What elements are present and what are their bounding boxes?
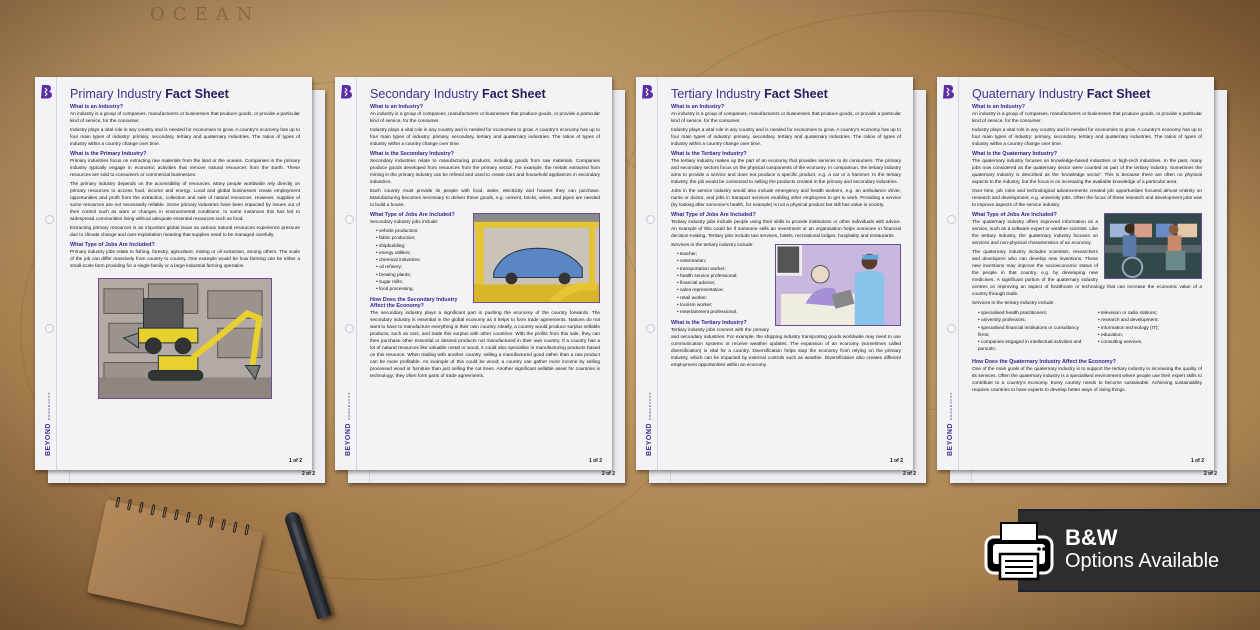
two-column-list bbox=[972, 309, 1202, 356]
page-number: 1 of 2 bbox=[288, 458, 302, 464]
printer-icon bbox=[983, 520, 1055, 582]
list-item: • oil refinery; bbox=[376, 264, 600, 271]
section-heading: What is the Tertiary Industry? bbox=[671, 319, 747, 326]
brand-wordmark bbox=[345, 392, 352, 456]
section-heading: What is an Industry? bbox=[671, 104, 725, 110]
list-item: • research and development; bbox=[1098, 317, 1202, 324]
punch-hole-icon bbox=[345, 215, 354, 224]
page-margin-strip bbox=[937, 77, 959, 470]
fact-sheet-page-1[interactable] bbox=[35, 77, 312, 470]
page-title bbox=[370, 87, 600, 101]
brand-sub: GEOGRAPHY bbox=[347, 391, 351, 421]
list-item: • consulting services. bbox=[1098, 339, 1202, 346]
list-item: • retail worker; bbox=[677, 295, 901, 302]
paragraph: Industry plays a vital role in any country and is needed for economies to grow. A country's economy has up to four main types of industry: primary, secondary, tertiary and quaternary industries. The ratios of types of industry within a country change over time. bbox=[671, 128, 901, 147]
paragraph: Industry plays a vital role in any country and is needed for economies to grow. A country's economy has up to four main types of industry: primary, secondary, tertiary and quaternary industries. The ratios of types of industry within a country change over time. bbox=[70, 128, 300, 147]
brand-sub: GEOGRAPHY bbox=[648, 391, 652, 421]
fact-sheet-set[interactable] bbox=[335, 77, 625, 483]
hospital-illustration bbox=[775, 244, 901, 326]
spiral-ring bbox=[209, 517, 214, 528]
page-margin-strip bbox=[35, 77, 57, 470]
punch-hole-icon bbox=[646, 324, 655, 333]
spiral-ring bbox=[139, 502, 144, 513]
section-heading: What is the Tertiary Industry? bbox=[671, 151, 747, 157]
punch-hole-icon bbox=[947, 215, 956, 224]
punch-hole-icon bbox=[947, 324, 956, 333]
section-heading: What is an Industry? bbox=[70, 104, 124, 110]
section-heading: What is the Primary Industry? bbox=[70, 151, 147, 157]
title-bold: Fact Sheet bbox=[482, 87, 546, 101]
paragraph: Secondary industry jobs include: bbox=[370, 220, 439, 225]
brand-name: BEYOND bbox=[45, 423, 52, 456]
section-heading: What Type of Jobs Are Included? bbox=[671, 212, 756, 218]
page-number: 1 of 2 bbox=[588, 458, 602, 464]
section-heading: How Does the Secondary Industry Affect the Economy? bbox=[370, 296, 458, 309]
section-heading: What Type of Jobs Are Included? bbox=[70, 242, 155, 248]
page-margin-strip bbox=[335, 77, 357, 470]
paragraph: Secondary industries relate to manufacturing products, including goods from raw materials. Companies produce goods developed from resources from the primary sector. For example, the metals extracted from mining in the primary industry can be refined and used to create cars and household appliances in secondary industries. bbox=[370, 159, 600, 185]
paragraph: The tertiary industry makes up the part of an economy that provides services to its consumers. The primary and secondary sectors focus on the physical components of the economy. In comparison, the tertiary industry aims to provide a service and does not produce a specific product, e.g. a car or a hammer. In the tertiary industry, the job would be connected to selling the products created in the primary and secondary industries. bbox=[671, 159, 901, 185]
page-title bbox=[671, 87, 901, 101]
punch-hole-icon bbox=[646, 215, 655, 224]
excavator-illustration bbox=[98, 278, 272, 399]
punch-hole-icon bbox=[45, 215, 54, 224]
spiral-ring bbox=[197, 514, 202, 525]
paragraph: An industry is a group of companies, manufacturers or businesses that produce goods, or provide a particular kind of service, for the consumer. bbox=[972, 112, 1202, 124]
section-heading: What is the Secondary Industry? bbox=[370, 151, 454, 157]
page-number: 1 of 2 bbox=[889, 458, 903, 464]
bullet-list bbox=[1098, 310, 1202, 354]
brand-wordmark bbox=[947, 392, 954, 456]
title-light: Secondary Industry bbox=[370, 87, 479, 101]
list-item: • specialised financial institutions or consultancy firms; bbox=[978, 325, 1082, 340]
punch-hole-icon bbox=[345, 324, 354, 333]
list-item: • television or radio stations; bbox=[1098, 310, 1202, 317]
paragraph: Tertiary industry jobs include people using their skills to provide institutions or other individuals with advice. An example of this could be if someone sells an investment or an organisation helps someone in financial decision-making. Tertiary jobs include taxi services, hotels, recreational lodges, hospitality and restaurants. bbox=[671, 220, 901, 239]
page-content bbox=[370, 87, 600, 382]
paragraph: An industry is a group of companies, manufacturers or businesses that produce goods, or provide a particular kind of service, for the consumer. bbox=[671, 112, 901, 124]
page-number: 1 of 2 bbox=[1190, 458, 1204, 464]
paragraph: One of the main goals of the quaternary industry is to support the tertiary industry in increasing the quality of its services. Often the quaternary industry is a specialised environment where people use their expert skills to contribute to a country's economy. Every country needs to become sustainable. Achieving sustainability requires countries to have experts to develop better ways of doing things. bbox=[972, 366, 1202, 393]
fact-sheet-page-1[interactable] bbox=[335, 77, 612, 470]
list-item: • financial advisor; bbox=[677, 280, 901, 287]
spiral-ring bbox=[150, 504, 155, 515]
paragraph: The primary industry depends on the accessibility of resources. Many people worldwide rely directly on primary resources to access food, income and energy. Local and global businesses create employment opportunities and profit from the extraction, collection and sale of natural resources. However, supplies of some resources are not necessarily reliable. Some primary industries have been impacted by issues out of their control such as wars or changes in environmental conditions. In some instances this has led to widespread communities living without adequate essential resources such as food. bbox=[70, 182, 300, 222]
paragraph: An industry is a group of companies, manufacturers or businesses that produce goods, or provide a particular kind of service, for the consumer. bbox=[370, 112, 600, 124]
paragraph: Services in the tertiary industry include: bbox=[972, 301, 1055, 306]
list-item: • veterinarian; bbox=[677, 258, 901, 265]
page-number: 2 of 2 bbox=[601, 471, 615, 477]
paragraph: Industry plays a vital role in any country and is needed for economies to grow. A country's economy has up to four main types of industry: primary, secondary, tertiary and quaternary industries. The ratios of types of industry within a country change over time. bbox=[370, 128, 600, 147]
beyond-logo-icon bbox=[641, 84, 653, 99]
section-heading: What is an Industry? bbox=[370, 104, 424, 110]
map-label: OCEAN bbox=[150, 4, 261, 25]
list-item: • companies engaged in intellectual activities and pursuits; bbox=[978, 339, 1082, 354]
lab-illustration bbox=[1104, 213, 1202, 279]
banner-subtitle: Options Available bbox=[1065, 550, 1220, 572]
bullet-list bbox=[978, 310, 1082, 354]
section-heading: What is the Quaternary Industry? bbox=[972, 151, 1058, 157]
paragraph: Tertiary industry jobs connect with the primary and secondary industries. For example, the shipping industry transporting goods worldwide may need to use communication systems or receive weather updates. The expansion of an economy (sometimes called diversification) is vital for a country. Diversification helps stop the economy from relying on the primary industry, which can be impacted by external controls such as weather. Diversification also creates different employment opportunities within an economy. bbox=[671, 327, 901, 368]
list-item: • information technology (IT); bbox=[1098, 325, 1202, 332]
paragraph: Over time, job roles and technological advancements created job opportunities focused almost entirely on research and development, e.g. university jobs. Often the focus of these research and development jobs was to improve aspects of the service industry. bbox=[972, 189, 1202, 208]
page-number: 2 of 2 bbox=[902, 471, 916, 477]
list-item: • teacher; bbox=[677, 251, 901, 258]
spiral-ring bbox=[233, 522, 238, 533]
fact-sheet-page-1[interactable] bbox=[937, 77, 1214, 470]
title-light: Primary Industry bbox=[70, 87, 162, 101]
banner-title: B&W bbox=[1065, 525, 1118, 550]
paragraph: Primary industries focus on extracting raw materials from the land or the oceans. Companies in the primary industry typically engage in economic activities that remove natural resources from the Earth. These resources are sold to consumers or commercial businesses. bbox=[70, 159, 300, 178]
beyond-logo-icon bbox=[340, 84, 352, 99]
list-item: • specialised health practitioners; bbox=[978, 310, 1082, 317]
title-bold: Fact Sheet bbox=[764, 87, 828, 101]
list-item: • chemical industries; bbox=[376, 257, 600, 264]
list-item: • shipbuilding; bbox=[376, 243, 600, 250]
spiral-ring bbox=[186, 512, 191, 523]
page-number: 2 of 2 bbox=[1203, 471, 1217, 477]
brand-name: BEYOND bbox=[646, 423, 653, 456]
section-heading: What Type of Jobs Are Included? bbox=[972, 212, 1057, 218]
paragraph: The quaternary industry focuses on knowledge-based industries or high-tech industries. In the past, many jobs now considered as the quaternary sector were counted as part of the tertiary industry. Sometimes the quaternary industry is described as the 'knowledge sector'. This is because there are often no physical aspects to the industry, but the focus is on increasing the available knowledge of a particular area. bbox=[972, 159, 1202, 185]
page-number: 2 of 2 bbox=[301, 471, 315, 477]
page-margin-strip bbox=[636, 77, 658, 470]
title-bold: Fact Sheet bbox=[1086, 87, 1151, 101]
list-item: • education; bbox=[1098, 332, 1202, 339]
title-light: Tertiary Industry bbox=[671, 87, 761, 101]
title-bold: Fact Sheet bbox=[165, 87, 229, 101]
paragraph: The secondary industry plays a significant part in pushing the economy of the country forwards. The secondary industry is essential in the global economy as it helps to form trade agreements. Nations do not want to have to manufacture everything in their own country. Ideally, a country would produce surplus sellable products, such as cars, and trade this surplus with other countries. With the profits from this sale, they can then purchase other essential or desired products not manufactured in their own country. If a country has a lot of natural resources like valuable metal or wood, it could also specialise in manufacturing products based on this resource. When trading with another country, selling a manufactured good rather than a raw product can be more profitable. An example of this could be wood; a country can gather more income by selling processed wood or furniture than just selling the cut trees. Another significant sellable asset for countries is technology; they often form parts of trade agreements. bbox=[370, 310, 600, 379]
list-item: • brewing plants; bbox=[376, 272, 600, 279]
fact-sheet-set[interactable] bbox=[636, 77, 926, 483]
title-light: Quaternary Industry bbox=[972, 87, 1084, 101]
list-item: • transportation worker; bbox=[677, 266, 901, 273]
spiral-ring bbox=[174, 509, 179, 520]
list-item: • health service professional; bbox=[677, 273, 901, 280]
beyond-logo-icon bbox=[40, 84, 52, 99]
page-content bbox=[972, 87, 1202, 396]
list-item: • sales representative; bbox=[677, 287, 901, 294]
paragraph: Primary industry jobs relate to fishing, forestry, agriculture, mining or oil extraction, among others. The scale of the job can differ massively from country to country. One example would be how farming can be either a small-scale farm providing for a single family or a large industrial farming operation. bbox=[70, 250, 300, 269]
paragraph: Extracting primary resources is an important global issue as various natural resources experience pressure due to climate change and over-exploitation meaning that supplies need to be managed carefully. bbox=[70, 226, 300, 238]
list-item: • tourism worker; bbox=[677, 302, 901, 309]
section-heading: What Type of Jobs Are Included? bbox=[370, 212, 455, 218]
factory-illustration bbox=[473, 213, 600, 303]
page-content bbox=[70, 87, 300, 399]
fact-sheet-set[interactable] bbox=[937, 77, 1227, 483]
spiral-ring bbox=[127, 499, 132, 510]
fact-sheet-page-1[interactable] bbox=[636, 77, 913, 470]
paragraph: An industry is a group of companies, manufacturers or businesses that produce goods, or provide a particular kind of service, for the consumer. bbox=[70, 112, 300, 124]
paragraph: The quaternary industry offers improved information as a service, such as a software expert or weather scientist. Like the tertiary industry, the quaternary industry focuses on services and non-physical characteristics of an economy. bbox=[972, 220, 1098, 246]
spiral-ring bbox=[221, 519, 226, 530]
brand-wordmark bbox=[45, 392, 52, 456]
section-heading: What is an Industry? bbox=[972, 104, 1026, 110]
spiral-ring bbox=[244, 524, 249, 535]
spiral-ring bbox=[115, 497, 120, 508]
paragraph: Jobs in the service industry would also include emergency and health workers, e.g. an ambulance driver, nurse or doctor, and jobs in transport services enabling other employees to get to work. Providing a service (by looking after someone's health, for example) is not a physical product but still has value in society. bbox=[671, 189, 901, 208]
list-item: • energy utilities; bbox=[376, 250, 600, 257]
brand-sub: GEOGRAPHY bbox=[47, 391, 51, 421]
paragraph: The quaternary industry includes scientists, researchers and developers who can develop new inventions. These new inventions may improve the socioeconomic status of the people in that country, e.g. by developing new medicines. A significant portion of the quaternary industry centres on improving an aspect of healthcare or technology that can increase the economic value of a country through trade. bbox=[972, 250, 1202, 297]
punch-hole-icon bbox=[45, 324, 54, 333]
brand-sub: GEOGRAPHY bbox=[949, 391, 953, 421]
list-item: • fabric production; bbox=[376, 235, 600, 242]
page-title bbox=[972, 87, 1202, 101]
brand-name: BEYOND bbox=[947, 423, 954, 456]
list-item: • entertainment professional. bbox=[677, 309, 901, 316]
list-item: • university professors; bbox=[978, 317, 1082, 324]
beyond-logo-icon bbox=[942, 84, 954, 99]
section-heading: How Does the Quaternary Industry Affect the Economy? bbox=[972, 358, 1116, 365]
brand-name: BEYOND bbox=[345, 423, 352, 456]
paragraph: Services in the tertiary industry include: bbox=[671, 243, 754, 248]
page-title bbox=[70, 87, 300, 101]
paragraph: Industry plays a vital role in any country and is needed for economies to grow. A country's economy has up to four main types of industry: primary, secondary, tertiary and quaternary industries. The ratios of types of industry within a country change over time. bbox=[972, 128, 1202, 147]
brand-wordmark bbox=[646, 392, 653, 456]
fact-sheet-set[interactable] bbox=[35, 77, 325, 483]
spiral-ring bbox=[162, 507, 167, 518]
list-item: • food processing. bbox=[376, 286, 600, 293]
page-content bbox=[671, 87, 901, 371]
paragraph: Each country must provide its people with food, water, electricity and houses they can purchase. Manufacturing becomes necessary to deliver these goods, e.g. cement, bricks, wires, and pipes are needed to build a house. bbox=[370, 189, 600, 208]
list-item: • sugar mills; bbox=[376, 279, 600, 286]
list-item: • vehicle production; bbox=[376, 228, 600, 235]
